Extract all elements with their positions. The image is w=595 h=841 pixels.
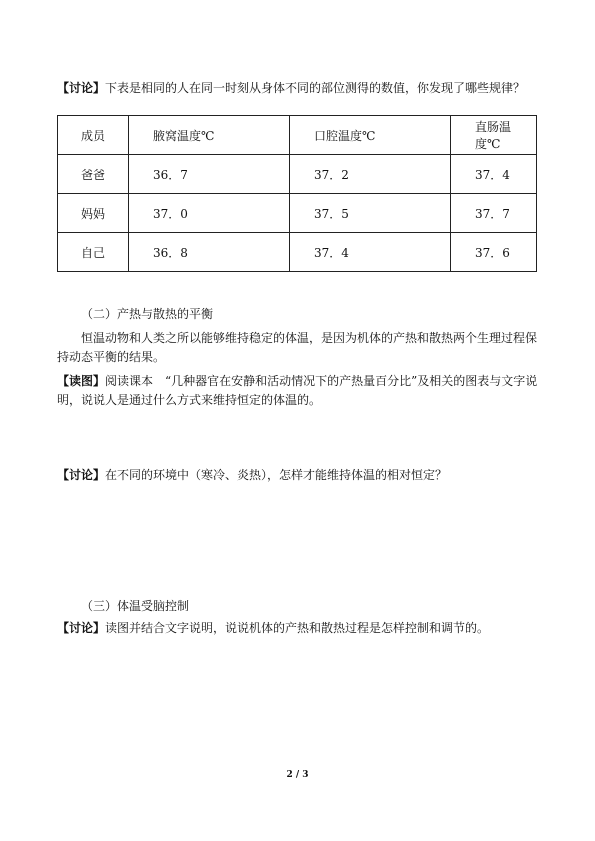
discussion-tag: 【讨论】 — [57, 81, 106, 95]
reading-tag: 【读图】 — [57, 374, 106, 388]
discussion-text: 读图并结合文字说明，说说机体的产热和散热过程是怎样控制和调节的。 — [105, 621, 490, 635]
cell-oral: 37．5 — [290, 194, 451, 233]
cell-rectal: 37．6 — [451, 233, 537, 272]
cell-oral: 37．4 — [290, 233, 451, 272]
header-oral: 口腔温度℃ — [290, 116, 451, 155]
section-2-body: 恒温动物和人类之所以能够维持稳定的体温，是因为机体的产热和散热两个生理过程保持动态平衡的结果。 — [57, 331, 538, 364]
cell-armpit: 36．7 — [129, 155, 290, 194]
cell-armpit: 36．8 — [129, 233, 290, 272]
cell-armpit: 37．0 — [129, 194, 290, 233]
discussion-1 — [57, 79, 542, 98]
header-armpit: 腋窝温度℃ — [129, 116, 290, 155]
reading-text: 阅读课本 “几种器官在安静和活动情况下的产热量百分比”及相关的图表与文字说明，说说人是通过什么方式来维持恒定的体温的。 — [57, 374, 538, 407]
table-row — [58, 233, 537, 272]
temperature-table — [57, 115, 537, 272]
section-2-heading: （二）产热与散热的平衡 — [81, 307, 214, 321]
table-row — [58, 194, 537, 233]
cell-member: 妈妈 — [58, 194, 129, 233]
cell-member: 爸爸 — [58, 155, 129, 194]
discussion-tag: 【讨论】 — [57, 468, 106, 482]
cell-rectal: 37．7 — [451, 194, 537, 233]
reading-prompt — [57, 372, 542, 410]
header-rectal: 直肠温度℃ — [451, 116, 537, 155]
cell-rectal: 37．4 — [451, 155, 537, 194]
header-member: 成员 — [58, 116, 129, 155]
discussion-tag: 【讨论】 — [57, 621, 106, 635]
discussion-text: 下表是相同的人在同一时刻从身体不同的部位测得的数值，你发现了哪些规律？ — [105, 81, 526, 95]
discussion-text: 在不同的环境中（寒冷、炎热），怎样才能维持体温的相对恒定？ — [105, 468, 448, 482]
table-header-row — [58, 116, 537, 155]
cell-member: 自己 — [58, 233, 129, 272]
page-number: 2 / 3 — [286, 770, 309, 780]
cell-oral: 37．2 — [290, 155, 451, 194]
discussion-2 — [57, 466, 542, 485]
discussion-3 — [57, 619, 542, 638]
table-row — [58, 155, 537, 194]
section-3-heading: （三）体温受脑控制 — [81, 599, 190, 613]
